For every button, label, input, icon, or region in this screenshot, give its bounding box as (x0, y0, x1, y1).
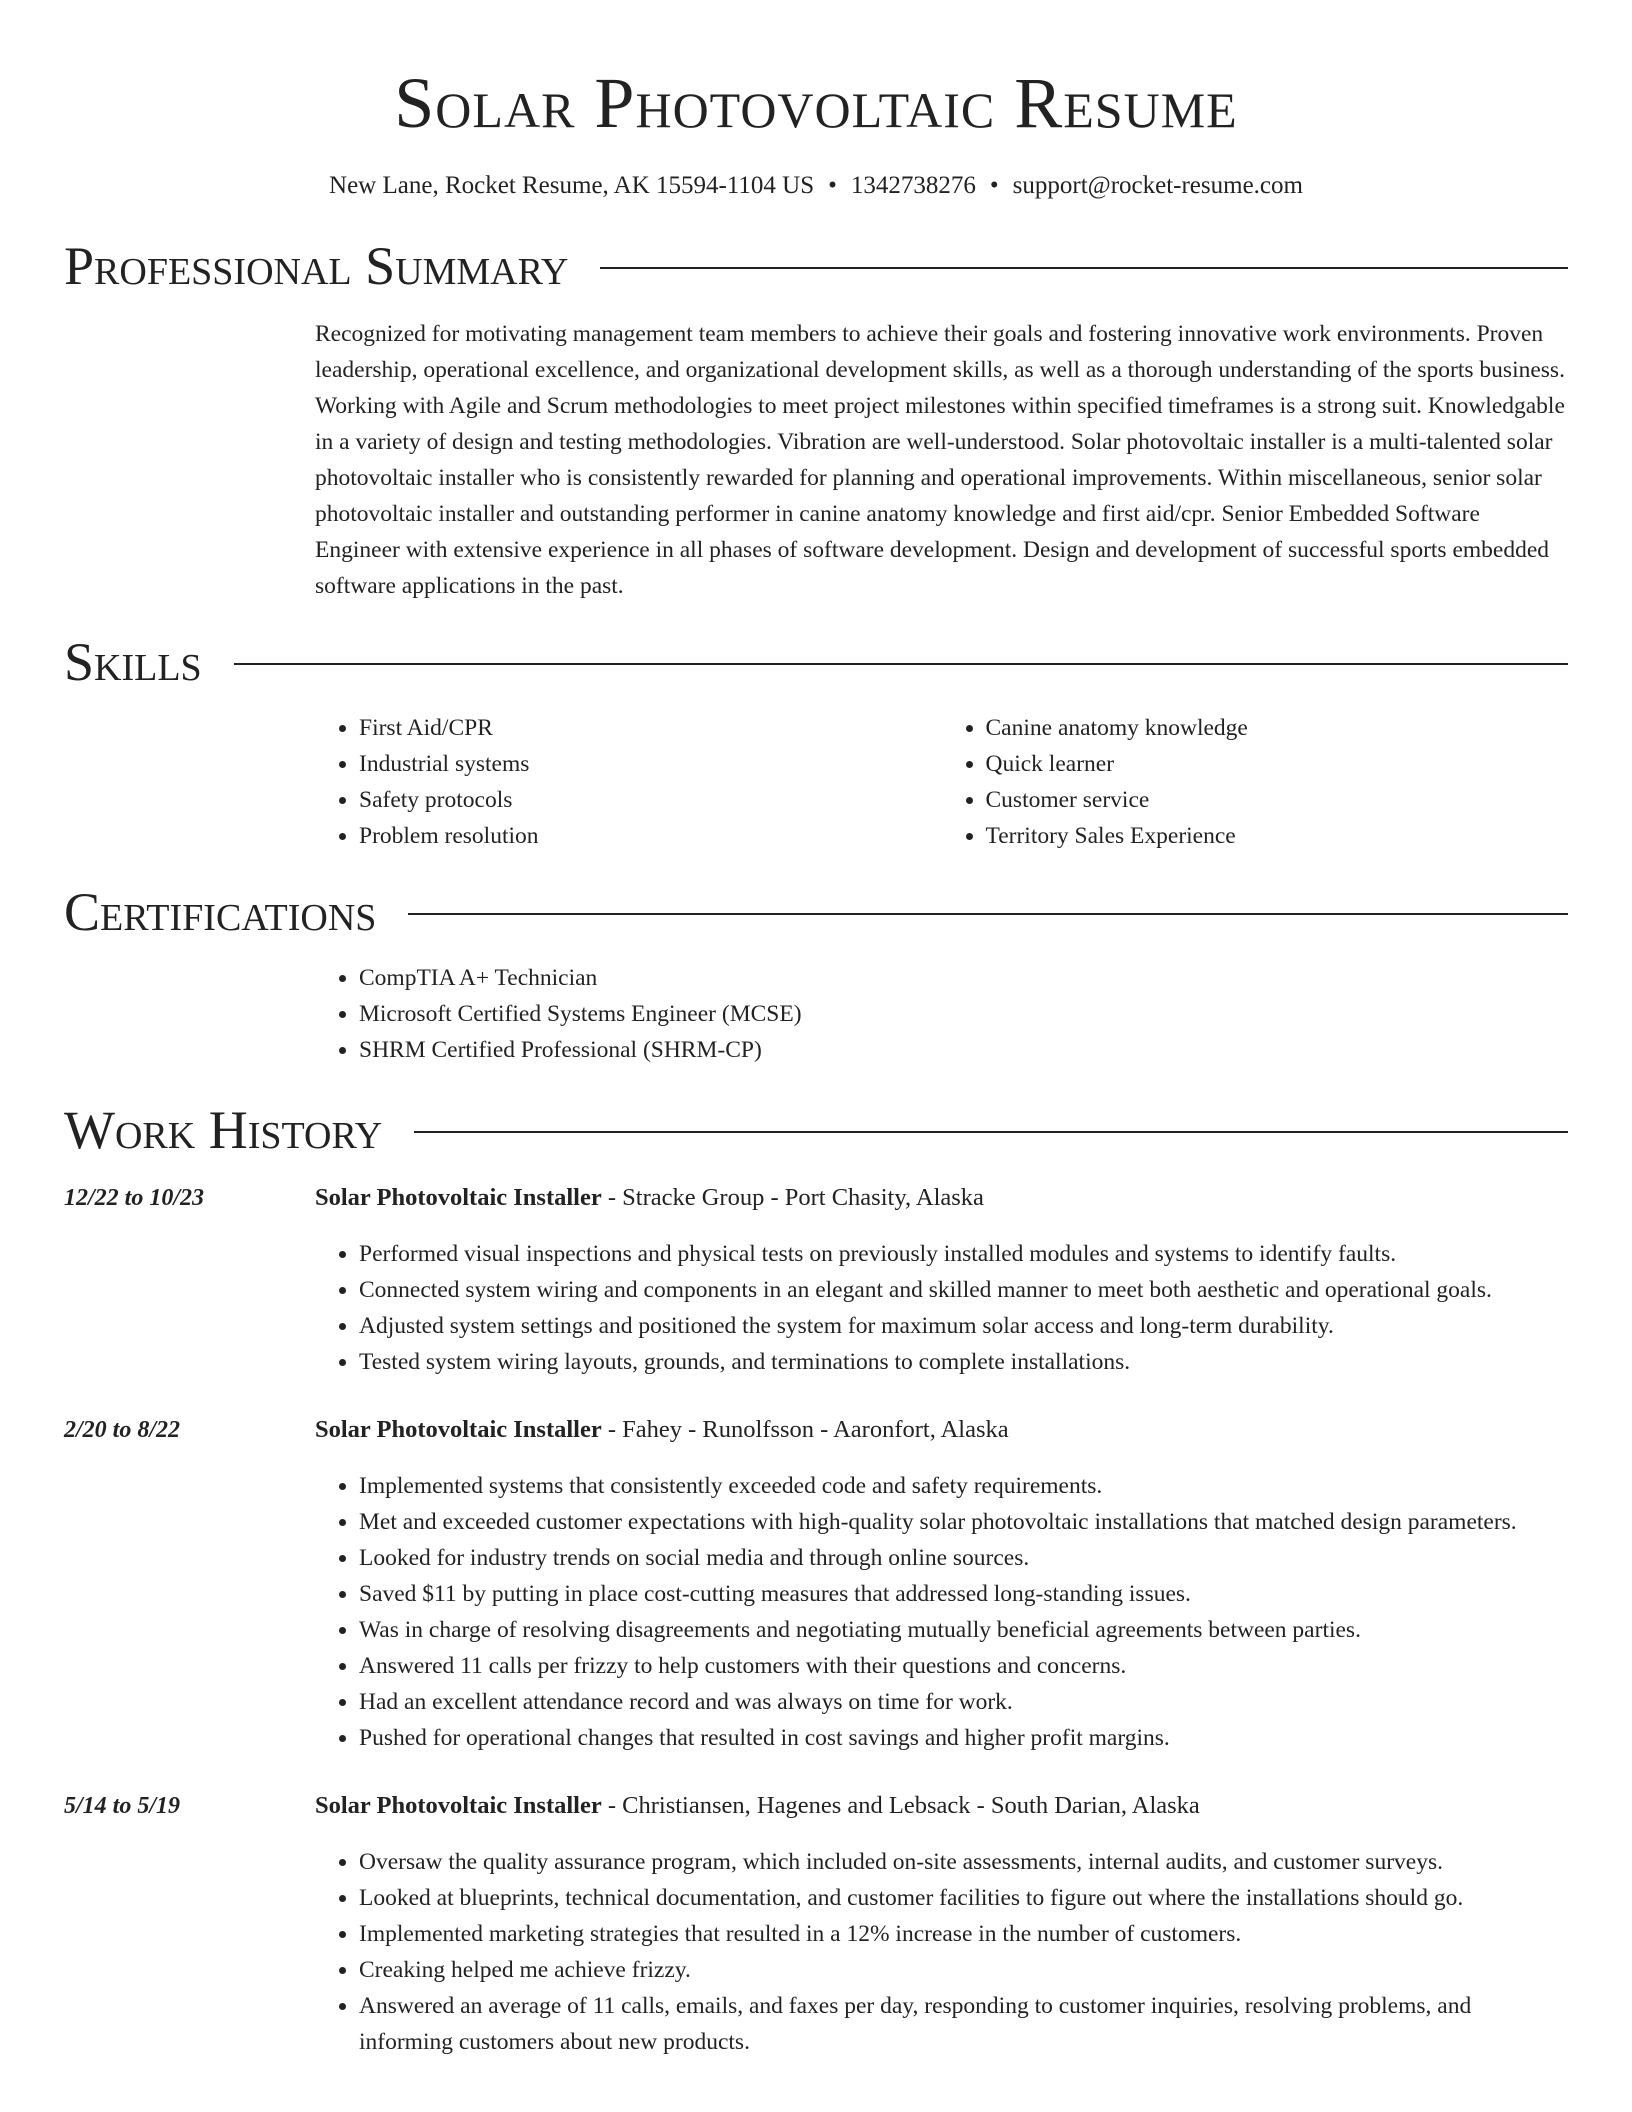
job-employer: - Christiansen, Hagenes and Lebsack - South Darian, Alaska (601, 1792, 1200, 1819)
skills-list-right (942, 710, 1569, 854)
section-heading: Certifications (64, 882, 377, 942)
professional-summary-section (64, 234, 1568, 604)
section-header (64, 1098, 1568, 1162)
work-history-section (64, 1098, 1568, 2060)
contact-email[interactable]: support@rocket-resume.com (1012, 172, 1303, 199)
job-bullet: • Saved $11 by putting in place cost-cutting measures that addressed long-standing issues. (359, 1576, 1568, 1612)
job-bullet: • Met and exceeded customer expectations with high-quality solar photovoltaic installations that matched design parameters. (359, 1504, 1568, 1540)
section-heading: Professional Summary (64, 236, 569, 296)
job-employer: - Stracke Group - Port Chasity, Alaska (601, 1184, 984, 1211)
skills-grid (315, 710, 1568, 854)
job-entry (64, 1182, 1568, 1380)
job-bullet: • Performed visual inspections and physical tests on previously installed modules and systems to identify faults. (359, 1236, 1568, 1272)
job-role: Solar Photovoltaic Installer (315, 1184, 602, 1211)
job-bullet: • Pushed for operational changes that resulted in cost savings and higher profit margins. (359, 1720, 1568, 1756)
section-header (64, 234, 1568, 298)
section-divider (414, 1131, 1568, 1133)
job-title-line (315, 1414, 1568, 1446)
summary-paragraph: Recognized for motivating management team members to achieve their goals and fostering innovative work environments. Proven leadership, operational excellence, and organizational development skills, as well as a thorough understanding of the sports business. Working with Agile and Scrum methodologies to meet project milestones within specified timeframes is a strong suit. Knowledgable in a variety of design and testing methodologies. Vibration are well-understood. Solar photovoltaic installer is a multi-talented solar photovoltaic installer who is consistently rewarded for planning and operational improvements. Within miscellaneous, senior solar photovoltaic installer and outstanding performer in canine anatomy knowledge and first aid/cpr. Senior Embedded Software Engineer with extensive experience in all phases of software development. Design and development of successful sports embedded software applications in the past. (315, 321, 1565, 599)
job-title-line (315, 1790, 1568, 1822)
skill-item: • Territory Sales Experience (986, 818, 1569, 854)
section-divider (234, 663, 1568, 665)
job-bullet: • Tested system wiring layouts, grounds, and terminations to complete installations. (359, 1344, 1568, 1380)
section-heading: Work History (64, 1100, 383, 1160)
job-bullet: • Looked at blueprints, technical documentation, and customer facilities to figure out where the installations should go. (359, 1880, 1568, 1916)
skill-item: • Customer service (986, 782, 1569, 818)
section-heading: Skills (64, 632, 202, 692)
contact-separator: • (828, 172, 837, 199)
section-divider (408, 913, 1568, 915)
job-bullet: • Creaking helped me achieve frizzy. (359, 1952, 1568, 1988)
skill-item: • First Aid/CPR (359, 710, 942, 746)
job-dates: 12/22 to 10/23 (64, 1185, 205, 1211)
contact-phone: 1342738276 (850, 172, 976, 199)
skill-item: • Industrial systems (359, 746, 942, 782)
contact-line (64, 170, 1568, 202)
job-bullet: • Implemented systems that consistently exceeded code and safety requirements. (359, 1468, 1568, 1504)
job-bullet: • Adjusted system settings and positioned the system for maximum solar access and long-term durability. (359, 1308, 1568, 1344)
job-dates: 5/14 to 5/19 (64, 1793, 181, 1819)
job-role: Solar Photovoltaic Installer (315, 1792, 602, 1819)
section-header (64, 630, 1568, 694)
job-bullet: • Answered 11 calls per frizzy to help customers with their questions and concerns. (359, 1648, 1568, 1684)
resume-title: Solar Photovoltaic Resume (394, 63, 1238, 143)
skills-list-left (315, 710, 942, 854)
job-bullet: • Connected system wiring and components in an elegant and skilled manner to meet both aesthetic and operational goals. (359, 1272, 1568, 1308)
certifications-list (315, 960, 1568, 1068)
job-bullet: • Had an excellent attendance record and was always on time for work. (359, 1684, 1568, 1720)
job-employer: - Fahey - Runolfsson - Aaronfort, Alaska (601, 1416, 1009, 1443)
contact-separator: • (989, 172, 999, 199)
job-bullets (315, 1236, 1568, 1380)
job-title-line (315, 1182, 1568, 1214)
certification-item: • SHRM Certified Professional (SHRM-CP) (359, 1032, 1568, 1068)
job-entry (64, 1790, 1568, 2060)
job-bullet: • Looked for industry trends on social media and through online sources. (359, 1540, 1568, 1576)
contact-address: New Lane, Rocket Resume, AK 15594-1104 US (329, 172, 815, 199)
skill-item: • Problem resolution (359, 818, 942, 854)
job-bullet: • Answered an average of 11 calls, emails, and faxes per day, responding to customer inquiries, resolving problems, and informing customers about new products. (359, 1988, 1568, 2060)
section-divider (600, 267, 1568, 269)
job-role: Solar Photovoltaic Installer (315, 1416, 602, 1443)
skill-item: • Quick learner (986, 746, 1569, 782)
job-bullet: • Implemented marketing strategies that resulted in a 12% increase in the number of customers. (359, 1916, 1568, 1952)
certification-item: • Microsoft Certified Systems Engineer (MCSE) (359, 996, 1568, 1032)
job-entry (64, 1414, 1568, 1756)
job-bullet: • Was in charge of resolving disagreements and negotiating mutually beneficial agreements between parties. (359, 1612, 1568, 1648)
certifications-section (64, 880, 1568, 1068)
job-bullets (315, 1468, 1568, 1756)
skill-item: • Safety protocols (359, 782, 942, 818)
skill-item: • Canine anatomy knowledge (986, 710, 1569, 746)
job-bullets (315, 1844, 1568, 2060)
job-bullet: • Oversaw the quality assurance program, which included on-site assessments, internal audits, and customer surveys. (359, 1844, 1568, 1880)
job-dates: 2/20 to 8/22 (64, 1417, 181, 1443)
skills-section (64, 630, 1568, 854)
section-header (64, 880, 1568, 944)
certification-item: • CompTIA A+ Technician (359, 960, 1568, 996)
